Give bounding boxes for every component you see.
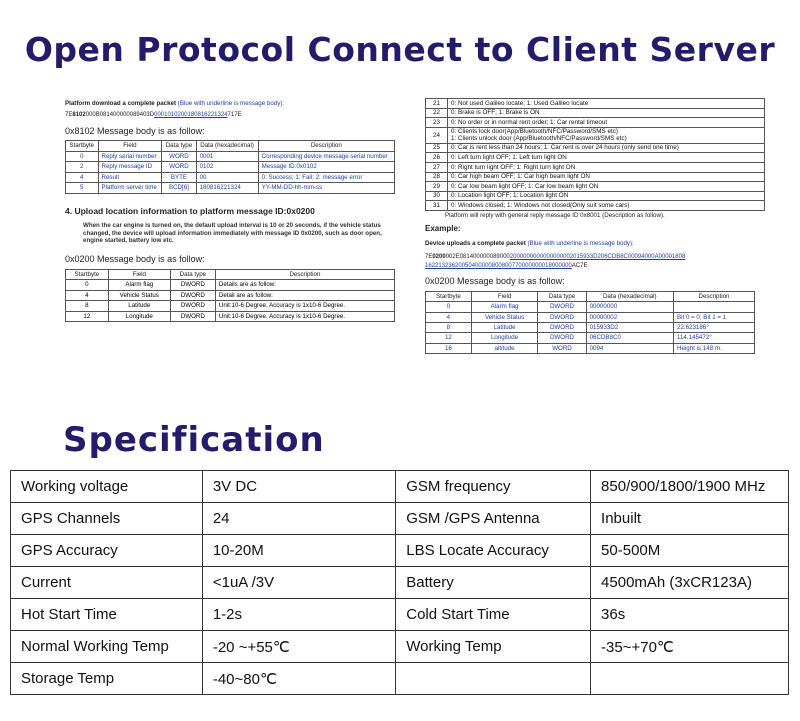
spec-label: Normal Working Temp	[11, 631, 203, 663]
spec-row	[11, 663, 789, 695]
bit-description: 0: Not used Galileo locate; 1: Used Galileo locate	[448, 99, 765, 109]
column-header: Description	[215, 269, 394, 279]
table-cell: 0: Success; 1: Fail; 2: message error	[258, 172, 394, 182]
table-cell: 4	[426, 312, 472, 322]
table-cell: Unit:10-6 Degree, Accuracy is 1x10-6 Degree.	[215, 301, 394, 311]
table-cell: 114.145472°	[674, 333, 755, 343]
spec-value: -40~80℃	[202, 663, 395, 695]
upload-hex-line1	[425, 254, 765, 261]
spec-value: 1-2s	[202, 599, 395, 631]
table-row	[66, 162, 395, 172]
table-cell: 0094	[586, 343, 673, 353]
example-0200-table	[425, 291, 755, 355]
table-row	[426, 163, 765, 173]
table-row	[426, 191, 765, 201]
table-cell: 2	[66, 162, 99, 172]
download-note: (Blue with underline is message body):	[177, 100, 285, 107]
bit-number: 24	[426, 127, 448, 143]
table-row	[66, 172, 395, 182]
body-0200-heading: 0x0200 Message body is as follow:	[65, 254, 205, 265]
spec-value: 4500mAh (3xCR123A)	[591, 567, 789, 599]
spec-value: 850/900/1800/1900 MHz	[591, 471, 789, 503]
column-header: Data (hexadecimal)	[196, 141, 258, 151]
bit-number: 25	[426, 143, 448, 153]
spec-row	[11, 535, 789, 567]
spec-label: LBS Locate Accuracy	[396, 535, 591, 567]
spec-label: Battery	[396, 567, 591, 599]
bit-number: 22	[426, 108, 448, 118]
table-cell: Unit:10-6 Degree, Accuracy is 1x10-6 Degree.	[215, 311, 394, 321]
table-cell: WORD	[162, 151, 196, 161]
spec-value: Inbuilt	[591, 503, 789, 535]
spec-value: <1uA /3V	[202, 567, 395, 599]
hex-part: 2000000000000000002015933D206CDB8C00094000A00001808	[509, 253, 686, 260]
table-cell: BCD[6]	[162, 183, 196, 193]
hex-part: 0200	[432, 253, 446, 260]
table-cell: DWORD	[538, 322, 586, 332]
table-row	[66, 290, 395, 300]
table-row	[426, 182, 765, 192]
table-cell: BYTE	[162, 172, 196, 182]
table-cell: 0	[426, 302, 472, 312]
spec-value	[591, 663, 789, 695]
spec-label: GSM /GPS Antenna	[396, 503, 591, 535]
table-row	[66, 311, 395, 321]
example-heading: Example:	[425, 224, 461, 234]
spec-row	[11, 631, 789, 663]
table-cell: 00	[196, 172, 258, 182]
table-cell: 5	[66, 183, 99, 193]
spec-label: Working voltage	[11, 471, 203, 503]
table-cell: Latitude	[108, 301, 170, 311]
spec-row	[11, 599, 789, 631]
upload-heading: 4. Upload location information to platform message ID:0x0200	[65, 205, 315, 216]
bit-description: 0: Location light OFF; 1: Location light ON	[448, 191, 765, 201]
upload-hex-line2	[425, 263, 765, 270]
table-row	[426, 118, 765, 128]
bit-description: 0: Windows closed; 1: Windows not closed(Only suit some cars)	[448, 201, 765, 211]
download-intro	[65, 100, 395, 107]
bit-description: 0: Car low beam light OFF; 1: Car low beam light ON	[448, 182, 765, 192]
table-cell: Height is 148 m.	[674, 343, 755, 353]
hex-part: 717E	[227, 112, 242, 119]
hex-part: 16221323620050400000800800770000000018000000	[425, 262, 572, 269]
table-row	[426, 153, 765, 163]
table-cell: Vehicle Status	[471, 312, 538, 322]
table-cell: DWORD	[170, 311, 215, 321]
column-header: Data type	[170, 269, 215, 279]
bit-number: 29	[426, 182, 448, 192]
hex-part: 0001010200180816221324	[154, 112, 228, 119]
table-cell: 06CDB8C0	[586, 333, 673, 343]
body-8102-heading: 0x8102 Message body is as follow:	[65, 125, 205, 136]
table-cell: Reply serial number	[98, 151, 162, 161]
table-cell: 12	[66, 311, 109, 321]
bit-number: 28	[426, 172, 448, 182]
table-cell: 00000002	[586, 312, 673, 322]
table-cell: Platform server time	[98, 183, 162, 193]
table-row	[426, 108, 765, 118]
column-header: Data type	[162, 141, 196, 151]
spec-value: -35~+70℃	[591, 631, 789, 663]
table-row	[66, 280, 395, 290]
reply-note: Platform will reply with general reply message ID 0x8001 (Description as follow).	[445, 212, 665, 220]
column-header: Startbyte	[66, 141, 99, 151]
table-cell: YY-MM-DD-hh-mm-ss	[258, 183, 394, 193]
spec-label: Hot Start Time	[11, 599, 203, 631]
table-row	[426, 143, 765, 153]
column-header: Data (hexadecimal)	[586, 291, 673, 301]
table-cell: 16	[426, 343, 472, 353]
table-cell: Details are as follow:	[215, 280, 394, 290]
msg-0200-table	[65, 269, 395, 322]
table-cell: DWORD	[170, 290, 215, 300]
table-cell: Alarm flag	[108, 280, 170, 290]
table-cell: 0	[66, 151, 99, 161]
spec-label: GSM frequency	[396, 471, 591, 503]
bit-number: 23	[426, 118, 448, 128]
table-row	[66, 183, 395, 193]
hex-part: 8102	[72, 112, 86, 119]
table-cell: DWORD	[538, 302, 586, 312]
upload-paragraph: When the car engine is turned on, the default upload interval is 10 or 20 seconds, if the vehicle status changed, the device will upload information immediately with message ID 0x0200, such as door open, engine started, battery low etc.	[83, 221, 382, 245]
bit-number: 30	[426, 191, 448, 201]
table-row	[426, 322, 755, 332]
table-cell: 4	[66, 172, 99, 182]
spec-value: 3V DC	[202, 471, 395, 503]
table-cell: Detail are as follow:	[215, 290, 394, 300]
bit-description: 0: Clients lock door(App/Bluetooth/NFC/Password/SMS etc) 1: Clients unlock door (App/Bluetooth/NFC/Password/SMS etc)	[448, 127, 765, 143]
spec-value: -20 ~+55℃	[202, 631, 395, 663]
table-row	[426, 333, 755, 343]
table-cell	[674, 302, 755, 312]
page-title: Open Protocol Connect to Client Server	[24, 30, 776, 69]
hex-part: 7E	[65, 112, 73, 119]
table-cell: 12	[426, 333, 472, 343]
vehicle-status-bits-table	[425, 98, 765, 211]
specification-table	[10, 470, 789, 695]
table-cell: 0001	[196, 151, 258, 161]
bit-description: 0: Car high beam OFF; 1: Car high beam light ON	[448, 172, 765, 182]
upload-intro	[425, 240, 765, 247]
bit-description: 0: No order or in normal rent order; 1: Car rental timeout	[448, 118, 765, 128]
table-cell: DWORD	[170, 301, 215, 311]
hex-part: 7E	[425, 253, 433, 260]
table-cell: 00000000	[586, 302, 673, 312]
hex-part: AC7E	[571, 262, 588, 269]
msg-8102-table	[65, 140, 395, 193]
table-cell: Reply message ID	[98, 162, 162, 172]
table-row	[426, 302, 755, 312]
table-cell: DWORD	[538, 333, 586, 343]
column-header: Field	[108, 269, 170, 279]
table-cell: 0102	[196, 162, 258, 172]
bit-number: 26	[426, 153, 448, 163]
column-header: Field	[471, 291, 538, 301]
bit-number: 31	[426, 201, 448, 211]
table-cell: Latitude	[471, 322, 538, 332]
bit-number: 21	[426, 99, 448, 109]
table-cell: 8	[66, 301, 109, 311]
spec-row	[11, 567, 789, 599]
table-row	[426, 172, 765, 182]
spec-label: GPS Accuracy	[11, 535, 203, 567]
spec-label: Current	[11, 567, 203, 599]
body-0200-heading-right: 0x0200 Message body is as follow:	[425, 275, 565, 286]
spec-value: 10-20M	[202, 535, 395, 567]
download-intro-text: Platform download a complete packet	[65, 100, 177, 107]
table-cell: DWORD	[170, 280, 215, 290]
table-cell: 8	[426, 322, 472, 332]
table-cell: WORD	[162, 162, 196, 172]
spec-value: 50-500M	[591, 535, 789, 567]
table-cell: Result	[98, 172, 162, 182]
spec-row	[11, 471, 789, 503]
spec-label: GPS Channels	[11, 503, 203, 535]
bit-description: 0: Brake is OFF; 1: Brake is ON	[448, 108, 765, 118]
column-header: Description	[258, 141, 394, 151]
table-cell: WORD	[538, 343, 586, 353]
bit-description: 0: Right turn light OFF; 1: Right turn light ON	[448, 163, 765, 173]
column-header: Field	[98, 141, 162, 151]
column-header: Startbyte	[66, 269, 109, 279]
table-cell: 4	[66, 290, 109, 300]
table-cell: DWORD	[538, 312, 586, 322]
table-row	[426, 343, 755, 353]
spec-row	[11, 503, 789, 535]
table-row	[426, 127, 765, 143]
spec-label	[396, 663, 591, 695]
table-cell: Alarm flag	[471, 302, 538, 312]
spec-label: Cold Start Time	[396, 599, 591, 631]
table-cell: altitude	[471, 343, 538, 353]
table-cell: Vehicle Status	[108, 290, 170, 300]
table-cell: Bit 0 = 0; Bit 1 = 1	[674, 312, 755, 322]
spec-label: Working Temp	[396, 631, 591, 663]
spec-title: Specification	[63, 420, 325, 460]
table-cell: Message ID:0x0102	[258, 162, 394, 172]
protocol-panel-right	[425, 98, 765, 354]
column-header: Description	[674, 291, 755, 301]
upload-note: (Blue with underline is message body):	[527, 240, 634, 248]
upload-intro-text: Device uploads a complete packet	[425, 240, 526, 248]
table-row	[66, 301, 395, 311]
table-cell: Corresponding device message serial number	[258, 151, 394, 161]
table-row	[66, 151, 395, 161]
bit-description: 0: Car is rent less than 24 hours; 1: Car rent is over 24 hours (only send one time)	[448, 143, 765, 153]
hex-part: 002E081400000089000	[445, 253, 510, 260]
table-row	[426, 312, 755, 322]
table-cell: 180816221324	[196, 183, 258, 193]
download-hex	[65, 112, 395, 119]
column-header: Data type	[538, 291, 586, 301]
spec-value: 36s	[591, 599, 789, 631]
spec-label: Storage Temp	[11, 663, 203, 695]
bit-description: 0: Left turn light OFF; 1: Left turn light ON	[448, 153, 765, 163]
hex-part: 000B081400000089403D	[85, 112, 155, 119]
table-cell: Longitude	[471, 333, 538, 343]
table-cell: 015933D2	[586, 322, 673, 332]
table-cell: 22.623186°	[674, 322, 755, 332]
table-cell: Longitude	[108, 311, 170, 321]
bit-number: 27	[426, 163, 448, 173]
table-row	[426, 201, 765, 211]
column-header: Startbyte	[426, 291, 472, 301]
spec-value: 24	[202, 503, 395, 535]
table-cell: 0	[66, 280, 109, 290]
table-row	[426, 99, 765, 109]
protocol-panel-left	[65, 100, 395, 322]
